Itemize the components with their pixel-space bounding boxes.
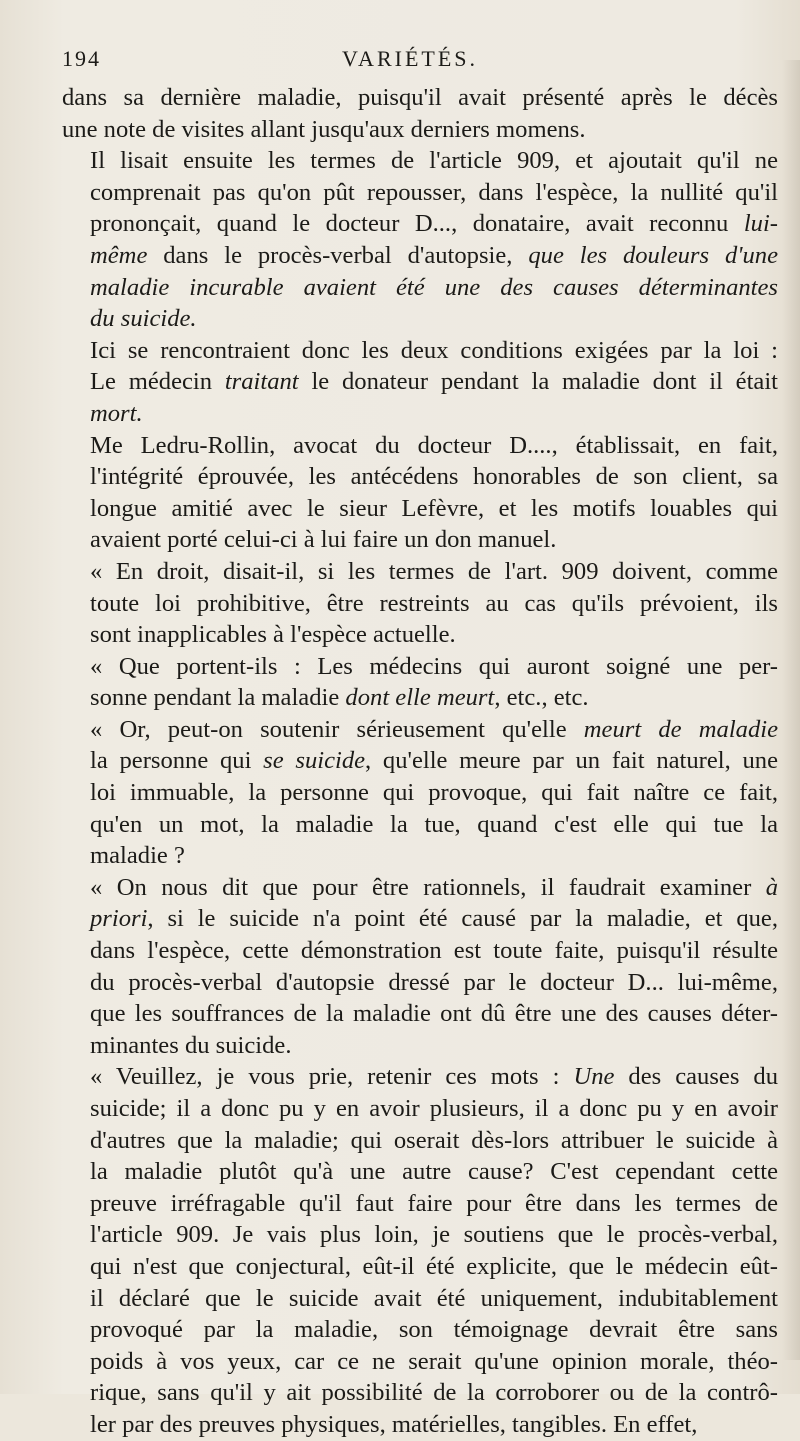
text-run: dans sa dernière maladie, puisqu'il avait présenté après le décès: [62, 84, 778, 111]
text-line: [62, 588, 778, 620]
text-line: [62, 1377, 778, 1409]
text-line: [62, 177, 778, 209]
text-line: [62, 145, 778, 177]
text-run: une note de visites allant jusqu'aux derniers momens.: [62, 115, 586, 143]
text-line: [62, 1283, 778, 1315]
italic-phrase: meurt de maladie: [583, 715, 778, 743]
italic-phrase: traitant: [224, 368, 299, 396]
text-run: toute loi prohibitive, être restreints au cas qu'ils prévoient, ils: [90, 589, 778, 617]
text-line: [62, 903, 778, 935]
text-line: [62, 1251, 778, 1283]
text-run: , etc., etc.: [494, 684, 589, 712]
text-run: il déclaré que le suicide avait été uniquement, indubitablement: [90, 1284, 778, 1312]
text-run: poids à vos yeux, car ce ne serait qu'une opinion morale, théo-: [90, 1347, 778, 1375]
text-run: « Que portent-ils : Les médecins qui auront soigné une per-: [90, 652, 778, 680]
text-run: que les souffrances de la maladie ont dû être une des causes déter-: [90, 1000, 778, 1028]
text-run: Le médecin: [90, 368, 225, 396]
italic-phrase: priori: [90, 905, 148, 933]
page-header: [62, 40, 778, 82]
text-line: [62, 430, 778, 462]
paragraph: [62, 872, 778, 1062]
text-run: des causes du: [614, 1063, 778, 1091]
italic-phrase: même: [90, 241, 148, 269]
italic-phrase: du suicide.: [90, 305, 197, 333]
body-text: [62, 82, 778, 1441]
text-line: [62, 1314, 778, 1346]
text-run: minantes du suicide.: [90, 1031, 292, 1059]
text-run: Ici se rencontraient donc les deux conditions exigées par la loi :: [90, 336, 778, 364]
text-run: le donateur pendant la maladie dont il était: [298, 368, 778, 396]
text-run: « En droit, disait-il, si les termes de l'art. 909 doivent, comme: [90, 557, 778, 585]
text-line: [62, 935, 778, 967]
text-run: « Or, peut-on soutenir sérieusement qu'elle: [90, 715, 584, 743]
text-run: loi immuable, la personne qui provoque, qui fait naître ce fait,: [90, 779, 778, 807]
text-line: [62, 272, 778, 304]
text-line: [62, 682, 778, 714]
text-line: [62, 1346, 778, 1378]
text-line: [62, 1156, 778, 1188]
text-line: [62, 619, 778, 651]
italic-phrase: maladie incurable avaient été une des causes déterminantes: [90, 273, 778, 301]
text-run: ler par des preuves physiques, matérielles, tangibles. En effet,: [90, 1410, 698, 1438]
text-run: sont inapplicables à l'espèce actuelle.: [90, 621, 456, 649]
text-run: comprenait pas qu'on pût repousser, dans l'espèce, la nullité qu'il: [90, 178, 778, 206]
text-run: prononçait, quand le docteur D..., donataire, avait reconnu: [90, 210, 744, 238]
paragraph: [62, 82, 778, 145]
text-run: la personne qui: [90, 747, 264, 775]
text-line: [62, 809, 778, 841]
text-run: preuve irréfragable qu'il faut faire pour être dans les termes de: [90, 1189, 778, 1217]
text-run: sonne pendant la maladie: [90, 684, 346, 712]
text-line: [62, 240, 778, 272]
italic-phrase: que les douleurs d'une: [528, 241, 779, 269]
text-run: « On nous dit que pour être rationnels, il faudrait examiner: [90, 873, 766, 901]
text-line: [62, 714, 778, 746]
text-line: [62, 998, 778, 1030]
text-run: qui n'est que conjectural, eût-il été explicite, que le médecin eût-: [90, 1252, 778, 1280]
text-line: [62, 1093, 778, 1125]
paragraph: [62, 430, 778, 556]
text-run: suicide; il a donc pu y en avoir plusieurs, il a donc pu y en avoir: [90, 1095, 778, 1122]
paragraph: [62, 1061, 778, 1440]
text-line: [62, 82, 778, 114]
text-line: [62, 1061, 778, 1093]
text-run: avaient porté celui-ci à lui faire un don manuel.: [90, 526, 557, 554]
italic-phrase: lui-: [743, 210, 778, 238]
text-line: [62, 967, 778, 999]
text-line: [62, 398, 778, 430]
text-run: rique, sans qu'il y ait possibilité de la corroborer ou de la contrô-: [90, 1379, 778, 1407]
text-line: [62, 524, 778, 556]
text-line: [62, 1030, 778, 1062]
text-run: , qu'elle meure par un fait naturel, une: [365, 747, 778, 775]
page-number: 194: [62, 46, 101, 71]
text-run: d'autres que la maladie; qui oserait dès-lors attribuer le suicide à: [90, 1126, 778, 1154]
text-run: l'article 909. Je vais plus loin, je soutiens que le procès-verbal,: [90, 1221, 778, 1249]
italic-phrase: à: [765, 873, 778, 901]
text-line: [62, 335, 778, 367]
text-line: [62, 208, 778, 240]
text-run: la maladie plutôt qu'à une autre cause? C'est cependant cette: [90, 1158, 778, 1186]
text-line: [62, 745, 778, 777]
text-run: longue amitié avec le sieur Lefèvre, et les motifs louables qui: [90, 494, 778, 522]
text-run: Me Ledru-Rollin, avocat du docteur D...., établissait, en fait,: [90, 431, 778, 459]
text-line: [62, 1125, 778, 1157]
text-line: [62, 556, 778, 588]
text-line: [62, 493, 778, 525]
paragraph: [62, 335, 778, 430]
italic-phrase: dont elle meurt: [345, 684, 495, 712]
text-run: l'intégrité éprouvée, les antécédens honorables de son client, sa: [90, 463, 778, 491]
text-line: [62, 872, 778, 904]
text-line: [62, 366, 778, 398]
text-line: [62, 114, 778, 146]
text-line: [62, 651, 778, 683]
text-run: du procès-verbal d'autopsie dressé par le docteur D... lui-même,: [90, 968, 778, 996]
text-run: Il lisait ensuite les termes de l'article 909, et ajoutait qu'il ne: [90, 147, 778, 175]
text-line: [62, 777, 778, 809]
text-run: dans l'espèce, cette démonstration est toute faite, puisqu'il résulte: [90, 937, 778, 965]
text-line: [62, 1409, 778, 1441]
text-run: maladie ?: [90, 842, 185, 870]
text-run: qu'en un mot, la maladie la tue, quand c'est elle qui tue la: [90, 810, 778, 838]
text-line: [62, 1188, 778, 1220]
text-line: [62, 840, 778, 872]
paragraph: [62, 714, 778, 872]
running-head: VARIÉTÉS.: [342, 46, 478, 71]
text-run: « Veuillez, je vous prie, retenir ces mots :: [90, 1063, 574, 1091]
italic-phrase: mort.: [90, 399, 143, 427]
text-run: dans le procès-verbal d'autopsie,: [147, 241, 529, 269]
italic-phrase: Une: [573, 1063, 615, 1091]
text-line: [62, 303, 778, 335]
paragraph: [62, 651, 778, 714]
italic-phrase: se suicide: [263, 747, 366, 775]
text-line: [62, 461, 778, 493]
text-run: , si le suicide n'a point été causé par la maladie, et que,: [147, 905, 778, 933]
text-run: provoqué par la maladie, son témoignage devrait être sans: [90, 1316, 778, 1344]
paragraph: [62, 145, 778, 335]
show-through-shadow: [782, 60, 800, 1360]
paragraph: [62, 556, 778, 651]
text-line: [62, 1219, 778, 1251]
